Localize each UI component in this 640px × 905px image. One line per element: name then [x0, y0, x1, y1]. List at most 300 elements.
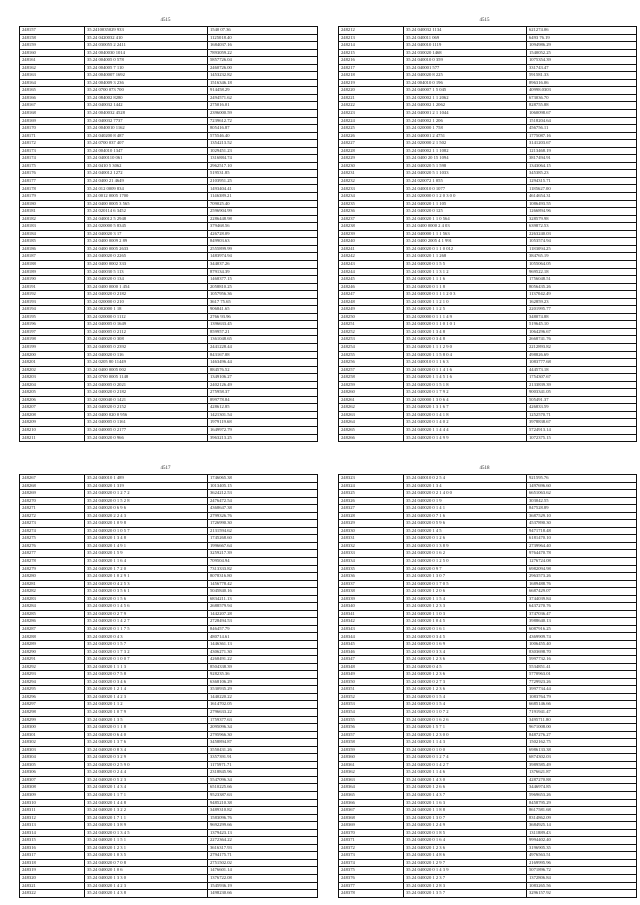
point-id-cell: 248363 — [339, 776, 404, 784]
value-cell: 3747036.47 — [527, 610, 637, 618]
coordinate-cell: 35.24 040020 1 3 8 9 — [85, 822, 208, 830]
point-id-cell: 248199 — [20, 343, 85, 351]
coordinate-cell: 35.24 040020 1 1 4 3 — [404, 739, 527, 747]
coordinate-cell: 35.24 040020 0 1 4 2 7 — [85, 618, 208, 626]
table-row — [339, 57, 637, 65]
coordinate-cell: 35.24 0400 21 4649 — [85, 177, 208, 185]
coordinate-cell: 35.24 0400 20 15 1094 — [404, 155, 527, 163]
coordinate-cell: 35.24 040020 1 2 3 6 — [404, 844, 527, 852]
table-row — [20, 110, 318, 118]
table-row — [339, 882, 637, 890]
value-cell: 639872.53 — [527, 223, 637, 231]
table-row — [339, 618, 637, 626]
value-cell: 7239612.72 — [208, 117, 318, 125]
table-row — [20, 276, 318, 284]
value-cell: 1453232.82 — [208, 72, 318, 80]
value-cell: 1060098.67 — [527, 110, 637, 118]
point-id-cell: 248277 — [20, 550, 85, 558]
coordinate-cell: 35.24 040020 0 6 4 0 — [85, 731, 208, 739]
table-row — [339, 829, 637, 837]
coordinate-cell: 35.24 020114 6 3452 — [85, 208, 208, 216]
point-id-cell: 248189 — [20, 268, 85, 276]
coordinate-cell: 35.24 040020 0 1 2 6 — [404, 535, 527, 543]
value-cell: 2739964.40 — [527, 542, 637, 550]
coordinate-cell: 35.24 040002 1 1 1082 — [404, 147, 527, 155]
point-id-cell: 248308 — [20, 784, 85, 792]
value-cell: 6834211.13 — [208, 595, 318, 603]
value-cell: 1137042.49 — [527, 291, 637, 299]
table-row — [339, 535, 637, 543]
value-cell: 519531.85 — [208, 170, 318, 178]
coordinate-cell: 35.24 040020 1 1 5 1 — [85, 837, 208, 845]
table-row — [339, 260, 637, 268]
coordinate-cell: 35.24 0400 0009 2 89 — [85, 238, 208, 246]
table-row — [339, 215, 637, 223]
value-cell: 7313333.82 — [208, 565, 318, 573]
coordinate-cell: 35.24 020000 2 1 502 — [404, 140, 527, 148]
value-cell: 1468377.15 — [208, 276, 318, 284]
table-row — [20, 321, 318, 329]
point-id-cell: 248313 — [20, 822, 85, 830]
value-cell: 846457.79 — [208, 625, 318, 633]
value-cell: 1756048.51 — [527, 276, 637, 284]
coordinate-cell: 35.24 0012 0005 1700 — [85, 193, 208, 201]
table-row — [20, 230, 318, 238]
table-row — [339, 72, 637, 80]
table-row — [20, 776, 318, 784]
point-id-cell: 248178 — [20, 185, 85, 193]
coordinate-cell: 35.24 040020 0 1 0 0 — [404, 746, 527, 754]
point-id-cell: 248165 — [20, 87, 85, 95]
point-id-cell: 248278 — [20, 558, 85, 566]
coordinate-cell: 35.24 040020 0 1 6 1 — [404, 625, 527, 633]
point-id-cell: 248367 — [339, 807, 404, 815]
value-cell: 5724913.14 — [527, 426, 637, 434]
coordinate-cell: 35.24 040020 2 2 4 3 — [85, 512, 208, 520]
point-id-cell: 248343 — [339, 625, 404, 633]
value-cell: 1343064.15 — [527, 162, 637, 170]
coordinate-cell: 35.24 040020 0 1 6 2 — [404, 550, 527, 558]
table-row — [20, 328, 318, 336]
point-id-cell: 248209 — [20, 419, 85, 427]
value-cell: 1979119.68 — [208, 419, 318, 427]
value-cell: 1493404.41 — [208, 185, 318, 193]
value-cell: 2460726.00 — [208, 64, 318, 72]
value-cell: 8458795.29 — [527, 799, 637, 807]
value-cell: 4369909.74 — [527, 633, 637, 641]
coordinate-cell: 35.24 040020 0 116 — [85, 351, 208, 359]
table-row — [339, 140, 637, 148]
coordinate-cell: 35.24 020000 0 1 2 0 3 0 0 — [404, 193, 527, 201]
value-cell: 591581.33 — [527, 72, 637, 80]
coordinate-cell: 35.24 040020 1 4 5 — [404, 527, 527, 535]
table-row — [20, 708, 318, 716]
coordinate-cell: 35.24 040020 0 1 6 9 — [404, 641, 527, 649]
table-row — [20, 520, 318, 528]
value-cell: 1463496.44 — [208, 359, 318, 367]
value-cell: 3817494.91 — [527, 155, 637, 163]
point-id-cell: 248359 — [339, 746, 404, 754]
point-id-cell: 248301 — [20, 731, 85, 739]
point-id-cell: 248214 — [339, 42, 404, 50]
point-id-cell: 248241 — [339, 245, 404, 253]
table-row — [20, 42, 318, 50]
value-cell: 9692299.66 — [208, 822, 318, 830]
point-id-cell: 248332 — [339, 542, 404, 550]
value-cell: 5045840.16 — [208, 588, 318, 596]
coordinate-cell: 35.24 040020 1 1 8 8 — [404, 807, 527, 815]
table-row — [339, 200, 637, 208]
table-row — [20, 306, 318, 314]
point-id-cell: 248182 — [20, 215, 85, 223]
value-cell: 2688579.94 — [208, 603, 318, 611]
table-row — [339, 298, 637, 306]
table-row — [339, 580, 637, 588]
point-id-cell: 248228 — [339, 147, 404, 155]
table-row — [20, 170, 318, 178]
coordinate-cell: 35.24 020000 0 1 1 1 4 9 — [404, 313, 527, 321]
point-id-cell: 248266 — [339, 434, 404, 442]
coordinate-cell: 35.24 040020 0 1 1 4 1 6 — [404, 366, 527, 374]
point-id-cell: 248207 — [20, 404, 85, 412]
value-cell: 2131594.62 — [208, 527, 318, 535]
coordinate-cell: 35.24 040005 0 2177 — [85, 426, 208, 434]
value-cell: 884576.52 — [208, 366, 318, 374]
point-id-cell: 248265 — [339, 426, 404, 434]
point-id-cell: 248295 — [20, 686, 85, 694]
table-row — [339, 34, 637, 42]
coordinate-cell: 35.24 004005 7 110 — [85, 64, 208, 72]
value-cell: 1614702.05 — [208, 701, 318, 709]
point-id-cell: 248285 — [20, 610, 85, 618]
point-id-cell: 248377 — [339, 882, 404, 890]
table-row — [339, 27, 637, 35]
point-id-cell: 248321 — [20, 882, 85, 890]
value-cell: 9523387.63 — [208, 791, 318, 799]
value-cell: 2318845.96 — [208, 769, 318, 777]
table-row — [20, 253, 318, 261]
table-row — [20, 882, 318, 890]
point-id-cell: 248224 — [339, 117, 404, 125]
value-cell: 621274.06 — [527, 27, 637, 35]
coordinate-cell: 35.24 040020 0 1 7 9 2 — [404, 389, 527, 397]
coordinate-cell: 35.24 040020 0 134 — [85, 276, 208, 284]
value-cell: 6493 76.19 — [527, 34, 637, 42]
coordinate-cell: 35.24 040020 1 1 4 4 4 — [404, 426, 527, 434]
table-row — [20, 603, 318, 611]
point-id-cell: 248305 — [20, 761, 85, 769]
point-id-cell: 248309 — [20, 791, 85, 799]
value-cell: 3141203.67 — [527, 140, 637, 148]
point-id-cell: 248294 — [20, 678, 85, 686]
value-cell: 9671008.00 — [527, 724, 637, 732]
table-row — [20, 497, 318, 505]
coordinate-cell: 35.24 040020 0 2265 — [85, 253, 208, 261]
value-cell: 1540052.25 — [527, 49, 637, 57]
value-cell: 162859.23 — [527, 298, 637, 306]
point-id-cell: 248293 — [20, 671, 85, 679]
table-row — [339, 573, 637, 581]
coordinate-cell: 35.24 040020 0 2182 — [85, 291, 208, 299]
point-id-cell: 248300 — [20, 724, 85, 732]
value-cell: 3989585.49 — [527, 761, 637, 769]
value-cell: 1649972.79 — [208, 426, 318, 434]
coordinate-cell: 35.24 040020 0 3 3 4 — [404, 648, 527, 656]
point-id-cell: 248162 — [20, 64, 85, 72]
coordinate-cell: 35.24 040020 0 1 1 1 2 0 3 — [404, 291, 527, 299]
coordinate-cell: 35.24 040020 0 308 — [85, 336, 208, 344]
value-cell: 3357391.91 — [208, 754, 318, 762]
coordinate-cell: 35.24 040020 1 4 2 3 — [85, 693, 208, 701]
point-id-cell: 248216 — [339, 57, 404, 65]
table-row — [339, 558, 637, 566]
value-cell: 1183094.25 — [527, 245, 637, 253]
table-row — [20, 565, 318, 573]
coordinate-cell: 35.24 0700 073 700 — [85, 87, 208, 95]
value-cell: 379468.56 — [208, 223, 318, 231]
table-row — [339, 245, 637, 253]
table-row — [339, 497, 637, 505]
value-cell: 9003341.05 — [527, 389, 637, 397]
coordinate-cell: 35.24 040000 1 1 1 563 — [404, 230, 527, 238]
table-row — [339, 359, 637, 367]
coordinate-cell: 35.24 040020 1 1 3 1 2 — [404, 268, 527, 276]
table-row — [20, 245, 318, 253]
coordinate-table — [19, 26, 318, 442]
point-id-cell: 248161 — [20, 57, 85, 65]
value-cell: 1502162.75 — [527, 739, 637, 747]
table-row — [20, 359, 318, 367]
point-id-cell: 248298 — [20, 708, 85, 716]
coordinate-cell: 35.24 040020 0 1 4 9 9 — [404, 434, 527, 442]
coordinate-cell: 35.24 040020 0 1 1 0 1 0 1 — [404, 321, 527, 329]
table-row — [339, 374, 637, 382]
table-row — [20, 731, 318, 739]
value-cell: 1294315.71 — [527, 177, 637, 185]
point-id-cell: 248208 — [20, 411, 85, 419]
panel-title: 4515 — [160, 18, 171, 23]
panel-title: 4515 — [479, 18, 490, 23]
value-cell: 3446974.85 — [527, 784, 637, 792]
table-row — [20, 693, 318, 701]
value-cell: 709504.94 — [208, 558, 318, 566]
table-row — [339, 588, 637, 596]
value-cell: 303042.55 — [527, 497, 637, 505]
table-row — [339, 351, 637, 359]
coordinate-cell: 35.24 040020 1 0 2 9 1 — [85, 573, 208, 581]
table-row — [339, 776, 637, 784]
point-id-cell: 248288 — [20, 633, 85, 641]
value-cell: 1440220.22 — [208, 693, 318, 701]
coordinate-cell: 35.24 040020 1 0 6 — [85, 867, 208, 875]
table-row — [20, 724, 318, 732]
point-id-cell: 248291 — [20, 656, 85, 664]
table-row — [20, 859, 318, 867]
value-cell: 709025.40 — [208, 200, 318, 208]
coordinate-cell: 35.24 020000 1 758 — [404, 125, 527, 133]
table-row — [20, 829, 318, 837]
point-id-cell: 248368 — [339, 814, 404, 822]
table-row — [339, 641, 637, 649]
coordinate-cell: 35.24 040020 0 2 7 3 — [404, 678, 527, 686]
table-row — [20, 814, 318, 822]
coordinate-cell: 35.24 040005 0 2021 — [85, 381, 208, 389]
coordinate-cell: 35.24 0205 80 11449 — [85, 359, 208, 367]
table-row — [20, 625, 318, 633]
point-id-cell: 248193 — [20, 298, 85, 306]
point-id-cell: 248192 — [20, 291, 85, 299]
point-id-cell: 248339 — [339, 595, 404, 603]
point-id-cell: 248250 — [339, 313, 404, 321]
value-cell: 1540 07.36 — [208, 27, 318, 35]
point-id-cell: 248264 — [339, 419, 404, 427]
coordinate-cell: 35.24 040020 1 7 2 0 — [85, 565, 208, 573]
point-id-cell: 248222 — [339, 102, 404, 110]
point-id-cell: 248348 — [339, 663, 404, 671]
value-cell: 1094986.29 — [527, 42, 637, 50]
coordinate-table — [19, 474, 318, 898]
value-cell: 1083265.56 — [527, 882, 637, 890]
table-row — [20, 34, 318, 42]
point-id-cell: 248173 — [20, 147, 85, 155]
table-row — [20, 671, 318, 679]
point-id-cell: 248357 — [339, 731, 404, 739]
point-id-cell: 248205 — [20, 389, 85, 397]
value-cell: 899778.84 — [208, 396, 318, 404]
coordinate-cell: 35.24 040020 1 1 2 1 0 — [404, 298, 527, 306]
point-id-cell: 248302 — [20, 739, 85, 747]
value-cell: 5857726.04 — [208, 57, 318, 65]
coordinate-cell: 35.24 040020 1 3 4 8 — [404, 328, 527, 336]
coordinate-cell: 35.24 040030 5 113 — [85, 268, 208, 276]
value-cell: 1379423.13 — [208, 829, 318, 837]
table-row — [339, 79, 637, 87]
value-cell: 1354213.52 — [208, 140, 318, 148]
point-id-cell: 248187 — [20, 253, 85, 261]
value-cell: 2751502.02 — [208, 859, 318, 867]
point-id-cell: 248245 — [339, 276, 404, 284]
value-cell: 1252570.71 — [527, 411, 637, 419]
coordinate-cell: 35.24 040020 0 1 5 6 — [85, 595, 208, 603]
coordinate-cell: 35.24 040020 0 7 1 6 — [404, 512, 527, 520]
table-row — [20, 298, 318, 306]
point-id-cell: 248221 — [339, 94, 404, 102]
table-row — [339, 389, 637, 397]
value-cell: 2272364.22 — [208, 837, 318, 845]
coordinate-cell: 35.24 040020 1 2 4 9 — [404, 822, 527, 830]
point-id-cell: 248335 — [339, 565, 404, 573]
coordinate-cell: 35.24 040002 1 2062 — [404, 102, 527, 110]
table-row — [20, 678, 318, 686]
point-id-cell: 248233 — [339, 185, 404, 193]
point-id-cell: 248337 — [339, 580, 404, 588]
value-cell: 3259217.39 — [208, 550, 318, 558]
value-cell: 1175971.71 — [208, 761, 318, 769]
coordinate-cell: 35.24 040020 1 4 3 4 — [85, 784, 208, 792]
point-id-cell: 248326 — [339, 497, 404, 505]
table-row — [339, 859, 637, 867]
point-id-cell: 248346 — [339, 648, 404, 656]
coordinate-cell: 35.24 040020 0 1 7 0 5 — [404, 580, 527, 588]
coordinate-cell: 35.24 040020 0 8 3 4 — [85, 746, 208, 754]
point-id-cell: 248283 — [20, 595, 85, 603]
value-cell: 328579.98 — [527, 215, 637, 223]
coordinate-cell: 35.24 040020 5 1 1033 — [404, 170, 527, 178]
value-cell: 1053574.94 — [527, 238, 637, 246]
coordinate-cell: 35.24 040020 1 1 2 5 — [404, 306, 527, 314]
value-cell: 3616317.93 — [208, 844, 318, 852]
point-id-cell: 248181 — [20, 208, 85, 216]
value-cell: 1746065.38 — [208, 475, 318, 483]
value-cell: 6687429.07 — [527, 588, 637, 596]
coordinate-cell: 35.24 040020 1 3 3 0 — [85, 874, 208, 882]
point-id-cell: 248257 — [339, 366, 404, 374]
table-row — [339, 268, 637, 276]
table-row — [339, 313, 637, 321]
value-cell: 969522.18 — [527, 268, 637, 276]
coordinate-cell: 35.24 040020 1 2 3 3 — [404, 603, 527, 611]
coordinate-cell: 35.24 040020 0 4 2 5 3 — [85, 580, 208, 588]
table-row — [20, 72, 318, 80]
coordinate-cell: 35.24 040020 0 3 4 5 — [404, 633, 527, 641]
coordinate-table-panel-2 — [338, 15, 631, 442]
table-row — [339, 42, 637, 50]
coordinate-cell: 35.24 040020 0 7 0 8 — [85, 859, 208, 867]
point-id-cell: 248160 — [20, 49, 85, 57]
table-row — [339, 565, 637, 573]
point-id-cell: 248296 — [20, 693, 85, 701]
coordinate-cell: 35.24 040020 1 4 2 3 — [85, 882, 208, 890]
table-row — [339, 595, 637, 603]
point-id-cell: 248355 — [339, 716, 404, 724]
value-cell: 2441228.44 — [208, 343, 318, 351]
value-cell: 1442207.28 — [208, 610, 318, 618]
point-id-cell: 248324 — [339, 482, 404, 490]
table-row — [339, 366, 637, 374]
point-id-cell: 248206 — [20, 396, 85, 404]
point-id-cell: 248303 — [20, 746, 85, 754]
value-cell: 1726990.30 — [208, 520, 318, 528]
point-id-cell: 248234 — [339, 193, 404, 201]
table-row — [20, 147, 318, 155]
point-id-cell: 248201 — [20, 359, 85, 367]
point-id-cell: 248176 — [20, 170, 85, 178]
coordinate-cell: 35.24 040010 0 2 5 4 — [404, 475, 527, 483]
point-id-cell: 248361 — [339, 761, 404, 769]
table-row — [20, 701, 318, 709]
coordinate-cell: 35.24 040010 0 1 1 6 3 — [404, 359, 527, 367]
point-id-cell: 248194 — [20, 306, 85, 314]
point-id-cell: 248196 — [20, 321, 85, 329]
table-row — [20, 223, 318, 231]
value-cell: 2402126.49 — [208, 381, 318, 389]
value-cell: 3495711.80 — [527, 716, 637, 724]
point-id-cell: 248311 — [20, 807, 85, 815]
table-row — [20, 633, 318, 641]
table-row — [20, 260, 318, 268]
table-row — [339, 874, 637, 882]
point-id-cell: 248351 — [339, 686, 404, 694]
value-cell: 2795966.30 — [208, 731, 318, 739]
table-row — [20, 94, 318, 102]
point-id-cell: 248336 — [339, 573, 404, 581]
value-cell: 505491.37 — [527, 396, 637, 404]
coordinate-cell: 35.24 040020 0 2 7 9 — [85, 610, 208, 618]
table-row — [20, 807, 318, 815]
table-row — [20, 822, 318, 830]
point-id-cell: 248229 — [339, 155, 404, 163]
table-row — [339, 306, 637, 314]
